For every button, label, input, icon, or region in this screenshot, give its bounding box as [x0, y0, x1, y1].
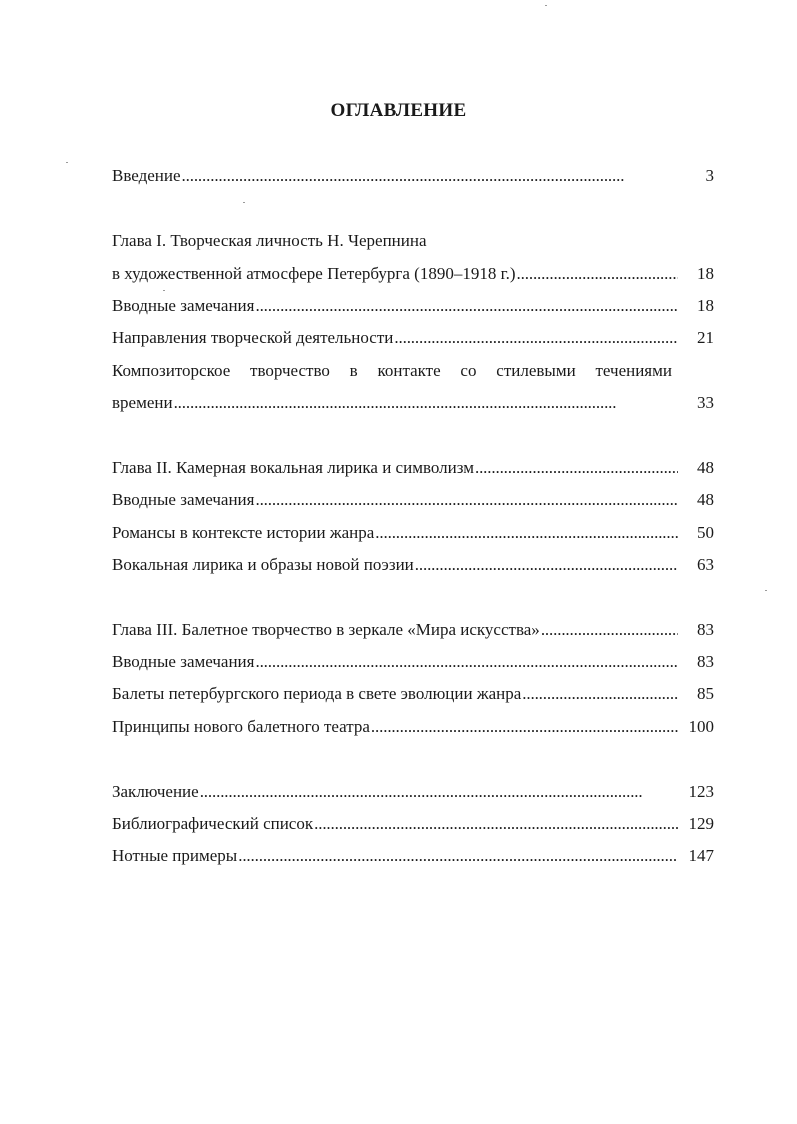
entry-label: Нотные примеры [112, 846, 238, 865]
dot-leader [375, 521, 678, 545]
dot-leader [394, 326, 678, 350]
entry-page: 18 [697, 296, 714, 315]
toc-entry-ch2-romances [112, 521, 714, 545]
entry-page: 147 [688, 846, 714, 865]
dot-leader [541, 618, 678, 642]
entry-label: Балеты петербургского периода в свете эволюции жанра [112, 684, 522, 703]
toc-entry-ch2-intro-remarks [112, 488, 714, 512]
toc-entry-chapter-1-heading [112, 229, 714, 253]
scan-speck [545, 5, 547, 6]
toc-entry-ch1-directions [112, 326, 714, 350]
toc-entry-ch3-principles [112, 715, 714, 739]
toc-entry-introduction [112, 164, 714, 188]
scan-speck [765, 590, 767, 591]
toc-entry-music-examples [112, 844, 714, 868]
toc-entry-chapter-3 [112, 618, 714, 642]
entry-label: Библиографический список [112, 814, 314, 833]
dot-leader [415, 553, 678, 577]
entry-label: Романсы в контексте истории жанра [112, 523, 375, 542]
toc-entry-ch1-intro-remarks [112, 294, 714, 318]
entry-label: Глава II. Камерная вокальная лирика и символизм [112, 458, 474, 477]
dot-leader [174, 391, 678, 415]
entry-label: Вводные замечания [112, 296, 255, 315]
entry-page: 18 [697, 264, 714, 283]
dot-leader [182, 164, 678, 188]
entry-page: 83 [697, 620, 714, 639]
dot-leader [517, 262, 678, 286]
entry-label: Введение [112, 166, 181, 185]
toc-entry-ch2-vocal-lyrics [112, 553, 714, 577]
dot-leader [314, 812, 678, 836]
entry-page: 3 [705, 166, 714, 185]
scan-speck [163, 290, 165, 291]
scan-speck [243, 202, 245, 203]
entry-page: 48 [697, 490, 714, 509]
entry-label: в художественной атмосфере Петербурга (1890–1918 г.) [112, 264, 516, 283]
dot-leader [475, 456, 678, 480]
entry-page: 83 [697, 652, 714, 671]
entry-page: 63 [697, 555, 714, 574]
entry-page: 33 [697, 393, 714, 412]
toc-entry-bibliography [112, 812, 714, 836]
entry-label: Глава I. Творческая личность Н. Черепнина [112, 231, 427, 250]
page-title: ОГЛАВЛЕНИЕ [330, 100, 467, 121]
toc-entry-ch1-composer-work-heading: Композиторское творчество в контакте со стилевыми течениями [112, 361, 672, 380]
toc-entry-chapter-1 [112, 262, 714, 286]
toc-entry-ch3-intro-remarks [112, 650, 714, 674]
toc-entry-ch3-ballets [112, 682, 714, 706]
scan-speck [66, 162, 68, 163]
entry-label: Вводные замечания [112, 490, 255, 509]
entry-page: 123 [688, 782, 714, 801]
toc-entry-ch1-composer-work [112, 391, 714, 415]
entry-page: 85 [697, 684, 714, 703]
entry-label: Глава III. Балетное творчество в зеркале «Мира искусства» [112, 620, 540, 639]
dot-leader [255, 294, 678, 318]
entry-label: Вводные замечания [112, 652, 255, 671]
dot-leader [200, 780, 678, 804]
toc-entry-chapter-2 [112, 456, 714, 480]
entry-label: Принципы нового балетного театра [112, 717, 370, 736]
entry-label: Вокальная лирика и образы новой поэзии [112, 555, 414, 574]
dot-leader [522, 682, 678, 706]
entry-page: 48 [697, 458, 714, 477]
dot-leader [255, 488, 678, 512]
toc-entry-conclusion [112, 780, 714, 804]
entry-page: 50 [697, 523, 714, 542]
entry-page: 129 [688, 814, 714, 833]
entry-label: Направления творческой деятельности [112, 328, 394, 347]
entry-page: 100 [688, 717, 714, 736]
dot-leader [371, 715, 678, 739]
entry-label: времени [112, 393, 173, 412]
entry-page: 21 [697, 328, 714, 347]
entry-label: Заключение [112, 782, 199, 801]
dot-leader [238, 844, 678, 868]
dot-leader [255, 650, 678, 674]
